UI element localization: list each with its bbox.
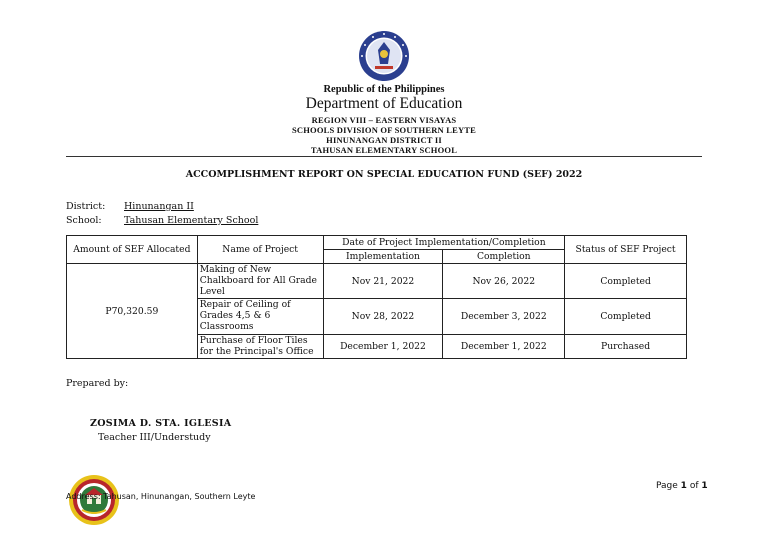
implementation-date-cell: Nov 21, 2022 [323,264,443,299]
amount-allocated-cell: P70,320.59 [67,264,198,359]
implementation-date-cell: December 1, 2022 [323,334,443,359]
footer-address: Address: Tahusan, Hinunangan, Southern Leyte [66,492,256,501]
page-number [656,481,708,491]
page-total: 1 [701,481,708,491]
header-divider [66,156,702,157]
school-label: School: [66,215,102,226]
signatory-name: ZOSIMA D. STA. IGLESIA [90,418,232,429]
school-heading: TAHUSAN ELEMENTARY SCHOOL [310,145,458,155]
status-cell: Purchased [565,334,687,359]
header-date-group: Date of Project Implementation/Completion [323,236,565,250]
school-value: Tahusan Elementary School [124,215,259,226]
region-heading: REGION VIII – EASTERN VISAYAS [311,115,457,125]
signatory-title: Teacher III/Understudy [98,432,211,443]
department-heading: Department of Education [305,95,463,112]
header-completion: Completion [443,250,565,264]
sef-report-table [66,235,687,359]
completion-date-cell: December 1, 2022 [443,334,565,359]
district-label: District: [66,201,106,212]
division-heading: SCHOOLS DIVISION OF SOUTHERN LEYTE [291,125,477,135]
header-project: Name of Project [197,236,323,264]
header-status: Status of SEF Project [565,236,687,264]
status-cell: Completed [565,299,687,334]
deped-seal-logo [358,30,410,82]
project-name-cell: Making of New Chalkboard for All Grade Level [197,264,323,299]
header-amount: Amount of SEF Allocated [67,236,198,264]
completion-date-cell: Nov 26, 2022 [443,264,565,299]
page-current: 1 [680,481,687,491]
report-title: ACCOMPLISHMENT REPORT ON SPECIAL EDUCATION FUND (SEF) 2022 [185,169,583,180]
header-implementation: Implementation [323,250,443,264]
project-name-cell: Purchase of Floor Tiles for the Principal's Office [197,334,323,359]
page-label: Page [656,481,678,491]
implementation-date-cell: Nov 28, 2022 [323,299,443,334]
completion-date-cell: December 3, 2022 [443,299,565,334]
table-row [67,264,687,299]
table-header-row [67,236,687,250]
prepared-by-label: Prepared by: [66,378,129,389]
district-heading: HINUNANGAN DISTRICT II [326,135,442,145]
page-of: of [689,481,699,491]
project-name-cell: Repair of Ceiling of Grades 4,5 & 6 Classrooms [197,299,323,334]
republic-heading: Republic of the Philippines [323,84,445,95]
status-cell: Completed [565,264,687,299]
district-value: Hinunangan II [124,201,194,212]
